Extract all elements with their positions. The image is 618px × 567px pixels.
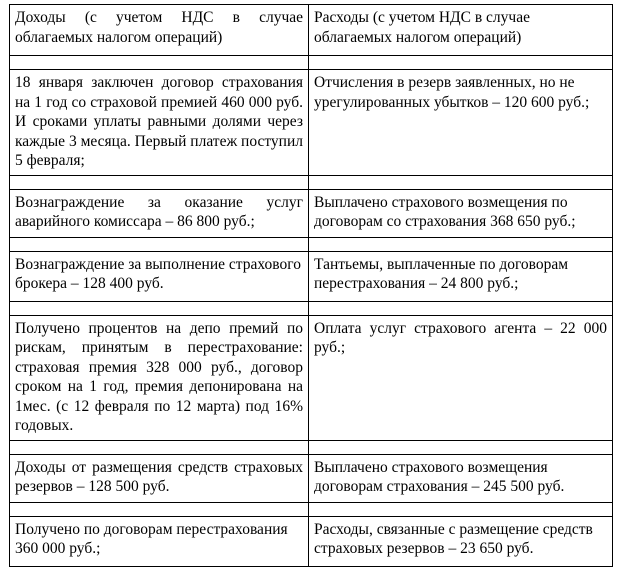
table-spacer-row [10,175,613,189]
spacer-cell [309,237,613,251]
income-cell: 18 января заключен договор страхования на 1 год со страховой премией 460 000 руб. И сроками уплаты равными долями через каждые 3 месяца. Первый платеж поступил 5 февраля; [10,70,309,176]
spacer-cell [10,301,309,315]
table-row [10,189,613,237]
table-row [10,516,613,566]
income-cell: Вознаграждение за оказание услуг аварийного комиссара – 86 800 руб.; [10,189,309,237]
spacer-cell [309,502,613,516]
expense-cell: Тантьемы, выплаченные по договорам перестрахования – 24 800 руб.; [309,251,613,301]
expense-cell: Выплачено страхового возмещения по договорам со страхования 368 650 руб.; [309,189,613,237]
table-row [10,315,613,440]
spacer-cell [309,56,613,70]
income-expense-table [9,4,613,567]
income-cell: Доходы от размещения средств страховых резервов – 128 500 руб. [10,454,309,502]
income-cell: Получено по договорам перестрахования 360 000 руб.; [10,516,309,566]
income-cell: Вознаграждение за выполнение страхового брокера – 128 400 руб. [10,251,309,301]
spacer-cell [309,175,613,189]
spacer-cell [10,237,309,251]
spacer-cell [309,301,613,315]
expense-cell: Расходы, связанные с размещение средств страховых резервов – 23 650 руб. [309,516,613,566]
table-header-row [10,5,613,56]
spacer-cell [309,440,613,454]
spacer-cell [10,440,309,454]
table-spacer-row [10,502,613,516]
table-row [10,454,613,502]
income-cell: Получено процентов на депо премий по рискам, принятым в перестрахование: страховая премия 328 000 руб., договор сроком на 1 год, премия депонирована на 1мес. (с 12 февраля по 12 марта) под 16% годовых. [10,315,309,440]
spacer-cell [10,502,309,516]
table-spacer-row [10,440,613,454]
spacer-cell [10,175,309,189]
table-spacer-row [10,237,613,251]
spacer-cell [10,56,309,70]
table-spacer-row [10,301,613,315]
table-row [10,251,613,301]
header-expenses-cell: Расходы (с учетом НДС в случае облагаемых налогом операций) [309,5,613,56]
expense-cell: Оплата услуг страхового агента – 22 000 руб.; [309,315,613,440]
header-income-cell: Доходы (с учетом НДС в случае облагаемых налогом операций) [10,5,309,56]
table-row [10,70,613,176]
expense-cell: Отчисления в резерв заявленных, но не урегулированных убытков – 120 600 руб.; [309,70,613,176]
expense-cell: Выплачено страхового возмещения договорам страхования – 245 500 руб. [309,454,613,502]
table-spacer-row [10,56,613,70]
